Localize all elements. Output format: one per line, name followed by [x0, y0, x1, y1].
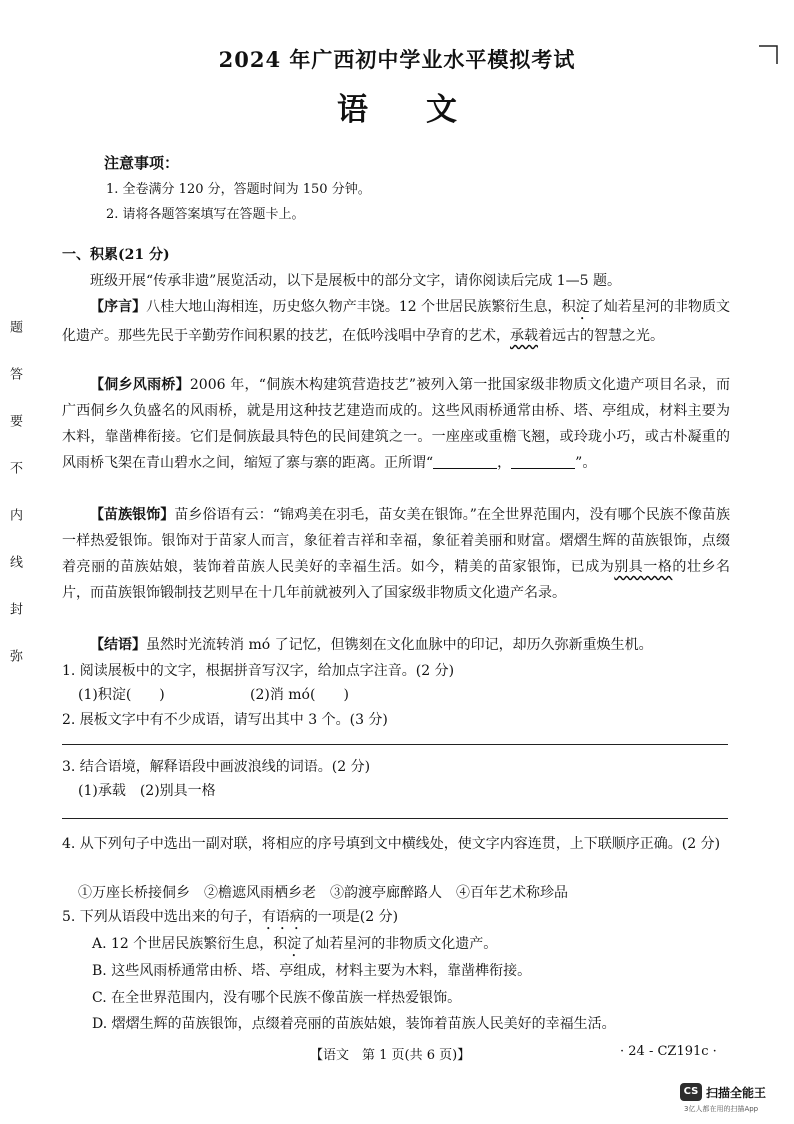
dotted-phrase: 有语病: [261, 909, 304, 925]
exam-code: · 24 - CZ191c ·: [620, 1044, 717, 1059]
seal-line-margin: [4, 320, 26, 696]
page-number: 【语文 第 1 页(共 6 页)】: [310, 1048, 471, 1063]
margin-char: 线: [7, 555, 22, 568]
option-a: A. 12 个世居民族繁衍生息，积淀了灿若星河的非物质文化遗产。: [92, 936, 498, 952]
question-4: 4. 从下列句子中选出一副对联，将相应的序号填到文中横线处，使文字内容连贯，上下联顺序正确。(2 分): [62, 836, 721, 852]
answer-line: [62, 818, 728, 819]
dotted-char: 淀: [575, 299, 590, 315]
question-1b: (2)消 mó( ): [250, 687, 349, 703]
intro-paragraph: 班级开展“传承非遗”展览活动，以下是展板中的部分文字，请你阅读后完成 1—5 题。: [90, 273, 622, 289]
bridge-tag: 【侗乡风雨桥】: [90, 377, 190, 393]
conclusion-tag: 【结语】: [90, 637, 146, 653]
question-1a: (1)积淀( ): [78, 687, 165, 703]
exam-title: 2024 年广西初中学业水平模拟考试: [218, 47, 576, 72]
fill-blank: [511, 454, 575, 469]
margin-char: 弥: [7, 649, 22, 662]
notes-heading: 注意事项：: [104, 154, 180, 172]
margin-char: 封: [7, 602, 22, 615]
fill-blank: [433, 454, 497, 469]
option-c: C. 在全世界范围内，没有哪个民族不像苗族一样热爱银饰。: [92, 990, 462, 1006]
question-1: 1. 阅读展板中的文字，根据拼音写汉字，给加点字注音。(2 分): [62, 663, 455, 679]
bridge-paragraph: 【侗乡风雨桥】2006 年，“侗族木构建筑营造技艺”被列入第一批国家级非物质文化遗产项目名录，而广西侗乡久负盛名的风雨桥，就是用这种技艺建造而成的。这些风雨桥通常由桥、塔、亭组成，材料主要为木料，靠凿榫衔接。它们是侗族最具特色的民间建筑之一。一座座或重檐飞翘，或玲珑小巧，或古朴凝重的风雨桥飞架在青山碧水之间，缩短了寨与寨的距离。正所谓“ ， ”。: [62, 377, 730, 471]
margin-char: 要: [7, 414, 22, 427]
margin-char: 内: [7, 508, 22, 521]
wavy-word: 承载: [510, 328, 538, 344]
conclusion-paragraph: 【结语】虽然时光流转消 mó 了记忆，但镌刻在文化血脉中的印记，却历久弥新重焕生机。: [90, 637, 653, 653]
dotted-char: 淀: [287, 936, 302, 952]
margin-char: 不: [7, 461, 22, 474]
scanner-tagline: 3亿人都在用的扫描App: [684, 1105, 759, 1113]
preface-paragraph: 【序言】八桂大地山海相连，历史悠久物产丰饶。12 个世居民族繁衍生息，积淀了灿若星河的非物质文化遗产。那些先民于辛勤劳作间积累的技艺，在低吟浅唱中孕育的艺术，承载着远古的智慧之光。: [62, 299, 731, 344]
silver-tag: 【苗族银饰】: [90, 507, 175, 523]
preface-tag: 【序言】: [90, 299, 147, 315]
option-d: D. 熠熠生辉的苗族银饰，点缀着亮丽的苗族姑娘，装饰着苗族人民美好的幸福生活。: [92, 1016, 616, 1032]
answer-line: [62, 744, 728, 745]
option-b: B. 这些风雨桥通常由桥、塔、亭组成，材料主要为木料，靠凿榫衔接。: [92, 963, 532, 979]
note-item: 2. 请将各题答案填写在答题卡上。: [106, 207, 305, 222]
scanner-name: 扫描全能王: [706, 1086, 767, 1100]
question-3-items: (1)承载 (2)别具一格: [78, 783, 216, 799]
silver-paragraph: 【苗族银饰】苗乡俗语有云：“锦鸡美在羽毛，苗女美在银饰。”在全世界范围内，没有哪个民族不像苗族一样热爱银饰。银饰对于苗家人而言，象征着吉祥和幸福，象征着美丽和财富。熠熠生辉的苗族银饰，点缀着亮丽的苗族姑娘，装饰着苗族人民美好的幸福生活。如今，精美的苗家银饰，已成为别具一格的壮乡名片，而苗族银饰锻制技艺则早在十几年前就被列入了国家级非物质文化遗产名录。: [62, 507, 731, 601]
margin-char: 答: [7, 367, 22, 380]
scanner-logo-icon: CS: [680, 1083, 702, 1101]
margin-char: 题: [7, 320, 22, 333]
section-heading: 一、积累(21 分): [62, 247, 170, 263]
question-3: 3. 结合语境，解释语段中画波浪线的词语。(2 分): [62, 759, 371, 775]
question-5: 5. 下列从语段中选出来的句子，有语病的一项是(2 分): [62, 909, 399, 925]
wavy-word: 别具一格: [614, 559, 673, 575]
question-2: 2. 展板文字中有不少成语，请写出其中 3 个。(3 分): [62, 712, 388, 728]
question-4-options: ①万座长桥接侗乡 ②檐遮风雨栖乡老 ③韵渡亭廊醉路人 ④百年艺术称珍品: [78, 885, 568, 901]
note-item: 1. 全卷满分 120 分，答题时间为 150 分钟。: [106, 182, 371, 197]
subject-title: 语文: [337, 92, 515, 128]
